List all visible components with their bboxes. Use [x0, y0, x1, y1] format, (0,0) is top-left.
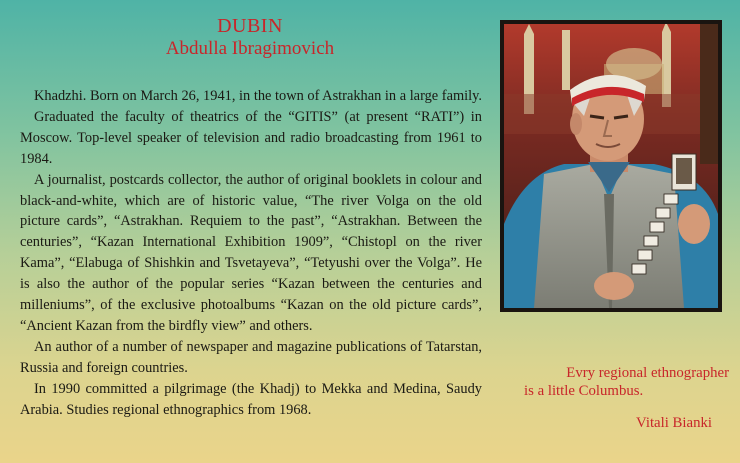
portrait-image	[504, 24, 718, 308]
quote-author: Vitali Bianki	[636, 415, 712, 431]
epigraph-quote	[514, 364, 729, 400]
biography	[20, 86, 482, 421]
surname: DUBIN	[217, 15, 283, 37]
bio-paragraph-publications: An author of a number of newspaper and magazine publications of Tatarstan, Russia and foreign countries.	[20, 338, 482, 376]
quote-line-2: is a little Columbus.	[524, 383, 644, 399]
header	[0, 14, 500, 60]
quote-line-1: Evry regional ethnographer	[566, 365, 729, 381]
bio-paragraph-birth: Khadzhi. Born on March 26, 1941, in the town of Astrakhan in a large family.	[34, 88, 483, 104]
portrait-illustration	[504, 24, 718, 308]
bio-paragraph-pilgrimage: In 1990 committed a pilgrimage (the Khadj) to Mekka and Medina, Saudy Arabia. Studies regional ethnographics from 1968.	[20, 380, 482, 418]
given-names: Abdulla Ibragimovich	[165, 38, 335, 59]
bio-paragraph-education: Graduated the faculty of theatrics of the “GITIS” (at present “RATI”) in Moscow. Top-level speaker of television and radio broadcasting from 1961 to 1984.	[20, 108, 482, 167]
bio-paragraph-works: A journalist, postcards collector, the author of original booklets in colour and black-and-white, which are of historic value, “The river Volga on the old picture cards”, “Astrakhan. Requiem to the past”, “Astrakhan. Between the centuries”, “Kazan International Exhibition 1909”, “Chistopl on the river Kama”, “Elabuga of Shishkin and Tsvetayeva”, “Tetyushi over the Volga”. He is also the author of the popular series “Kazan between the centuries and milleniums”, of the exclusive photoalbums “Kazan on the old picture cards”, “Ancient Kazan from the birdfly view” and others.	[20, 171, 482, 334]
portrait-photo	[500, 20, 722, 312]
